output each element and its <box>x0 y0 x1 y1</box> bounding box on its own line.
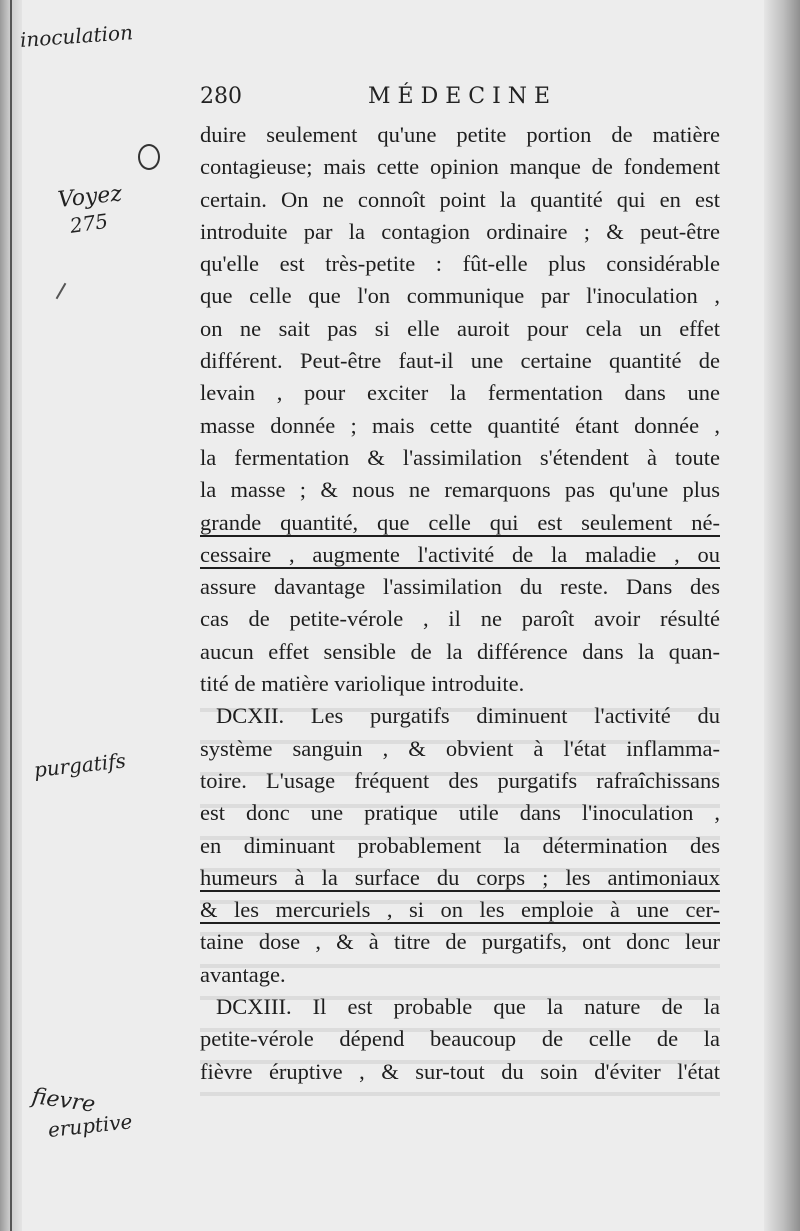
text-line: duire seulement qu'une petite portion de matière <box>200 122 720 147</box>
margin-note-fievre: fievre <box>30 1084 97 1118</box>
margin-note-voyez-ref: 275 <box>68 208 110 238</box>
text-line: qu'elle est très-petite : fût-elle plus considérable <box>200 251 720 277</box>
text-line: fièvre éruptive , & sur-tout du soin d'éviter l'état <box>200 1058 720 1084</box>
text-line: levain , pour exciter la fermentation dans une <box>200 380 720 406</box>
text-line: la masse ; & nous ne remarquons pas qu'une plus <box>200 477 720 503</box>
text-line: contagieuse; mais cette opinion manque de fondement <box>200 154 720 180</box>
text-line-underlined: cessaire , augmente l'activité de la maladie , ou <box>200 541 720 567</box>
margin-note-inoculation: inoculation <box>19 20 134 52</box>
body-text <box>200 119 720 1088</box>
text-line: la fermentation & l'assimilation s'étendent à toute <box>200 444 720 470</box>
margin-note-purgatifs: purgatifs <box>32 748 127 782</box>
text-line: tité de matière variolique introduite. <box>200 671 525 697</box>
text-line: toire. L'usage fréquent des purgatifs rafraîchissans <box>200 767 720 793</box>
text-line: assure davantage l'assimilation du reste. Dans des <box>200 574 720 600</box>
text-line: que celle que l'on communique par l'inoculation , <box>200 283 720 309</box>
text-line: certain. On ne connoît point la quantité qui en est <box>200 186 720 212</box>
text-line: système sanguin , & obvient à l'état inflamma- <box>200 735 720 761</box>
text-line-underlined: humeurs à la surface du corps ; les antimoniaux <box>200 864 720 890</box>
text-line: introduite par la contagion ordinaire ; & peut-être <box>200 218 720 244</box>
pencil-mark <box>56 283 67 300</box>
text-line: taine dose , & à titre de purgatifs, ont donc leur <box>200 929 720 955</box>
text-line: DCXIII. Il est probable que la nature de la <box>216 994 720 1020</box>
page-edge-shadow <box>764 0 800 1231</box>
page-number: 280 <box>200 84 242 109</box>
margin-note-eruptive: eruptive <box>46 1109 134 1142</box>
text-line: petite-vérole dépend beaucoup de celle de la <box>200 1026 720 1052</box>
text-line: en diminuant probablement la détermination des <box>200 832 720 858</box>
text-line-underlined: & les mercuriels , si on les emploie à une cer- <box>200 897 720 923</box>
text-line: avantage. <box>200 961 286 987</box>
page-header <box>200 84 720 120</box>
binding-line <box>10 0 12 1231</box>
text-line: cas de petite-vérole , il ne paroît avoir résulté <box>200 606 720 632</box>
circle-mark <box>138 144 160 170</box>
text-line: est donc une pratique utile dans l'inoculation , <box>200 800 720 826</box>
margin-note-voyez: Voyez <box>56 181 124 213</box>
text-line: différent. Peut-être faut-il une certaine quantité de <box>200 348 720 374</box>
text-line: masse donnée ; mais cette quantité étant donnée , <box>200 412 720 438</box>
text-line: DCXII. Les purgatifs diminuent l'activité du <box>216 703 720 729</box>
running-head: MÉDECINE <box>368 84 558 109</box>
text-line-underlined: grande quantité, que celle qui est seulement né- <box>200 509 720 535</box>
text-line: aucun effet sensible de la différence dans la quan- <box>200 638 720 664</box>
text-line: on ne sait pas si elle auroit pour cela un effet <box>200 315 720 341</box>
